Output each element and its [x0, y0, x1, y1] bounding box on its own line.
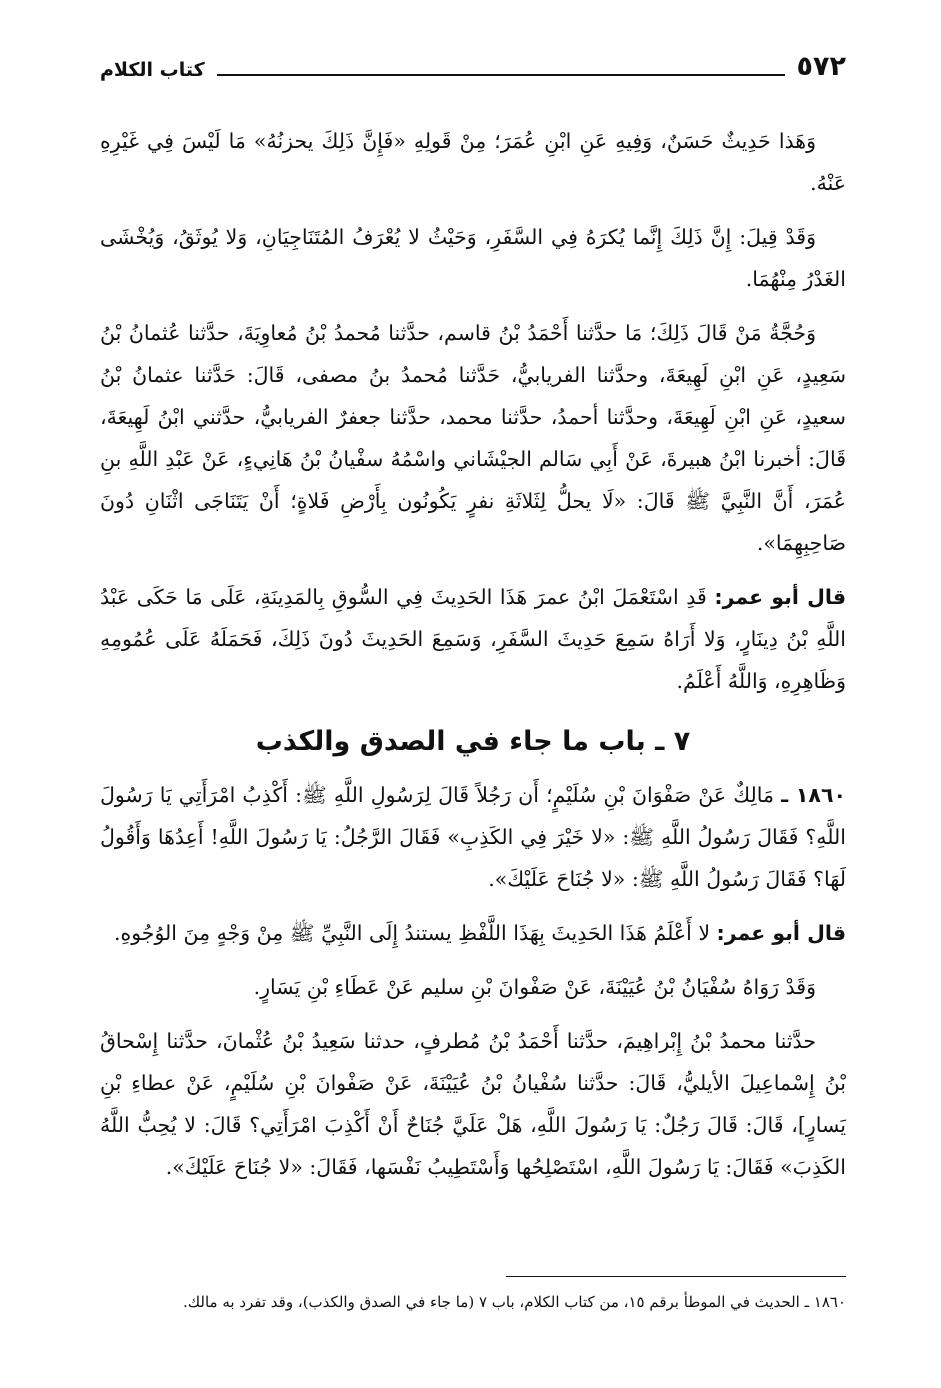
footnote-divider [506, 1276, 846, 1277]
hadith-number: ١٨٦٠ ـ [781, 783, 846, 807]
speaker-lead: قال أبو عمر: [716, 921, 846, 945]
running-header [100, 44, 846, 84]
paragraph-text: لا أَعْلَمُ هَذَا الحَدِيثَ بِهَذَا اللَّفْظِ يستندُ إِلَى النَّبِيِّ ﷺ مِنْ وَجْهٍ مِنَ الوُجُوهِ. [113, 921, 717, 945]
book-title: كتاب الكلام [100, 59, 205, 81]
paragraph: حدَّثنا محمدُ بْنُ إِبْراهِيمَ، حدَّثنا أَحْمَدُ بْنُ مُطرفٍ، حدثنا سَعِيدُ بْنُ عُثْمانَ، حدَّثنا إِسْحاقُ بْنُ إِسْماعِيلَ الأيليُّ، قَالَ: حدَّثنا سُفْيانُ بْنُ عُيَيْنَةَ، عَنْ صَفْوانَ بْنِ سُلَيْمٍ، عَنْ عطاءِ بْنِ يَسارٍ]، قَالَ: قَالَ رَجُلٌ: يَا رَسُولَ اللَّهِ، هَلْ عَلَيَّ جُنَاحٌ أَنْ أَكْذِبَ امْرَأَتِي؟ قَالَ: لا يُحِبُّ اللَّهُ الكَذِبَ» فَقَالَ: يَا رَسُولَ اللَّهِ، اسْتَصْلِحُها وَأَسْتَطِيبُ نَفْسَها، فَقَالَ: «لا جُنَاحَ عَلَيْكَ». [100, 1029, 846, 1179]
paragraph: وَقَدْ رَوَاهُ سُفْيَانُ بْنُ عُيَيْنَةَ، عَنْ صَفْوانَ بْنِ سليم عَنْ عَطَاءِ بْنِ يَسَارٍ. [253, 975, 816, 999]
paragraph: وَحُجَّةُ مَنْ قَالَ ذَلِكَ؛ مَا حدَّثنا أَحْمَدُ بْنُ قاسم، حدَّثنا مُحمدُ بْنُ مُعاوِيَةَ، حدَّثنا عُثمانُ بْنُ سَعِيدٍ، عَنِ ابْنِ لَهِيعَةَ، وحدَّثنا الفريابيُّ، حَدَّثنا مُحمدُ بنُ مصفى، قَالَ: حَدَّثنا عثمانُ بْنُ سعيدٍ، عَنِ ابْنِ لَهِيعَةَ، وحدَّثنا أحمدُ، حدَّثنا محمد، حدَّثنا جعفرٌ الفريابيُّ، حدَّثني ابْنُ لَهِيعَةَ، قَالَ: أخبرنا ابْنُ هبيرةَ، عَنْ أَبِي سَالم الجيْشَاني واسْمُهُ سفْيانُ بْنُ هَانِيءٍ، عَنْ عَبْدِ اللَّهِ بنِ عُمَرَ، أَنَّ النَّبِيَّ ﷺ قَالَ: «لَا يحلُّ لِثَلاثَةِ نفرٍ يَكُونُون بِأَرْضِ فَلاةٍ؛ أَنْ يَتَنَاجَى اثْنَانِ دُونَ صَاحِبِهِمَا». [100, 321, 846, 555]
paragraph [100, 912, 846, 954]
paragraph [100, 576, 846, 702]
main-text [100, 120, 846, 1200]
page-number: ٥٧٢ [796, 51, 846, 82]
paragraph [100, 774, 846, 900]
paragraph-text: قَدِ اسْتَعْمَلَ ابْنُ عمرَ هَذَا الحَدِيثَ فِي السُّوقِ بِالمَدِينَةِ، عَلَى مَا حَكَى عَبْدُ اللَّهِ بْنُ دِينَارٍ، وَلا أَرَاهُ سَمِعَ حَدِيثَ السَّفَرِ، وَسَمِعَ الحَدِيثَ دُونَ ذَلِكَ، فَحَمَلَهُ عَلَى عُمُومِهِ وَظَاهِرِهِ، وَاللَّهُ أَعْلَمُ. [100, 585, 846, 693]
chapter-title: ٧ ـ باب ما جاء في الصدق والكذب [255, 726, 691, 757]
paragraph-text: مَالِكٌ عَنْ صَفْوَانَ بْنِ سُلَيْمٍ؛ أَن رَجُلاً قَالَ لِرَسُولِ اللَّهِ ﷺ: أَكْذِبُ امْرَأَتِي يَا رَسُولَ اللَّهِ؟ فَقَالَ رَسُولُ اللَّهِ ﷺ: «لا خَيْرَ فِي الكَذِبِ» فَقَالَ الرَّجُلُ: يَا رَسُولَ اللَّهِ! أَعِدُهَا وَأَقُولُ لَهَا؟ فَقَالَ رَسُولُ اللَّهِ ﷺ: «لا جُنَاحَ عَلَيْكَ». [100, 783, 846, 891]
footnote: ١٨٦٠ ـ الحديث في الموطأ برقم ١٥، من كتاب الكلام، باب ٧ (ما جاء في الصدق والكذب)، وقد تفرد به مالك. [182, 1293, 846, 1311]
paragraph: وَقَدْ قِيلَ: إِنَّ ذَلِكَ إِنَّما يُكرَهُ فِي السَّفَرِ، وَحَيْثُ لا يُعْرَفُ المُتَنَاجِيَانِ، وَلا يُوثَقُ، وَيُخْشَى الغَدْرُ مِنْهُمَا. [100, 225, 846, 291]
header-rule [217, 74, 785, 76]
speaker-lead: قال أبو عمر: [714, 585, 846, 609]
paragraph: وَهَذا حَدِيثٌ حَسَنٌ، وَفِيهِ عَنِ ابْنِ عُمَرَ؛ مِنْ قَولِهِ «فَإِنَّ ذَلِكَ يحزنُهُ» مَا لَيْسَ فِي غَيْرِهِ عَنْهُ. [100, 129, 846, 195]
